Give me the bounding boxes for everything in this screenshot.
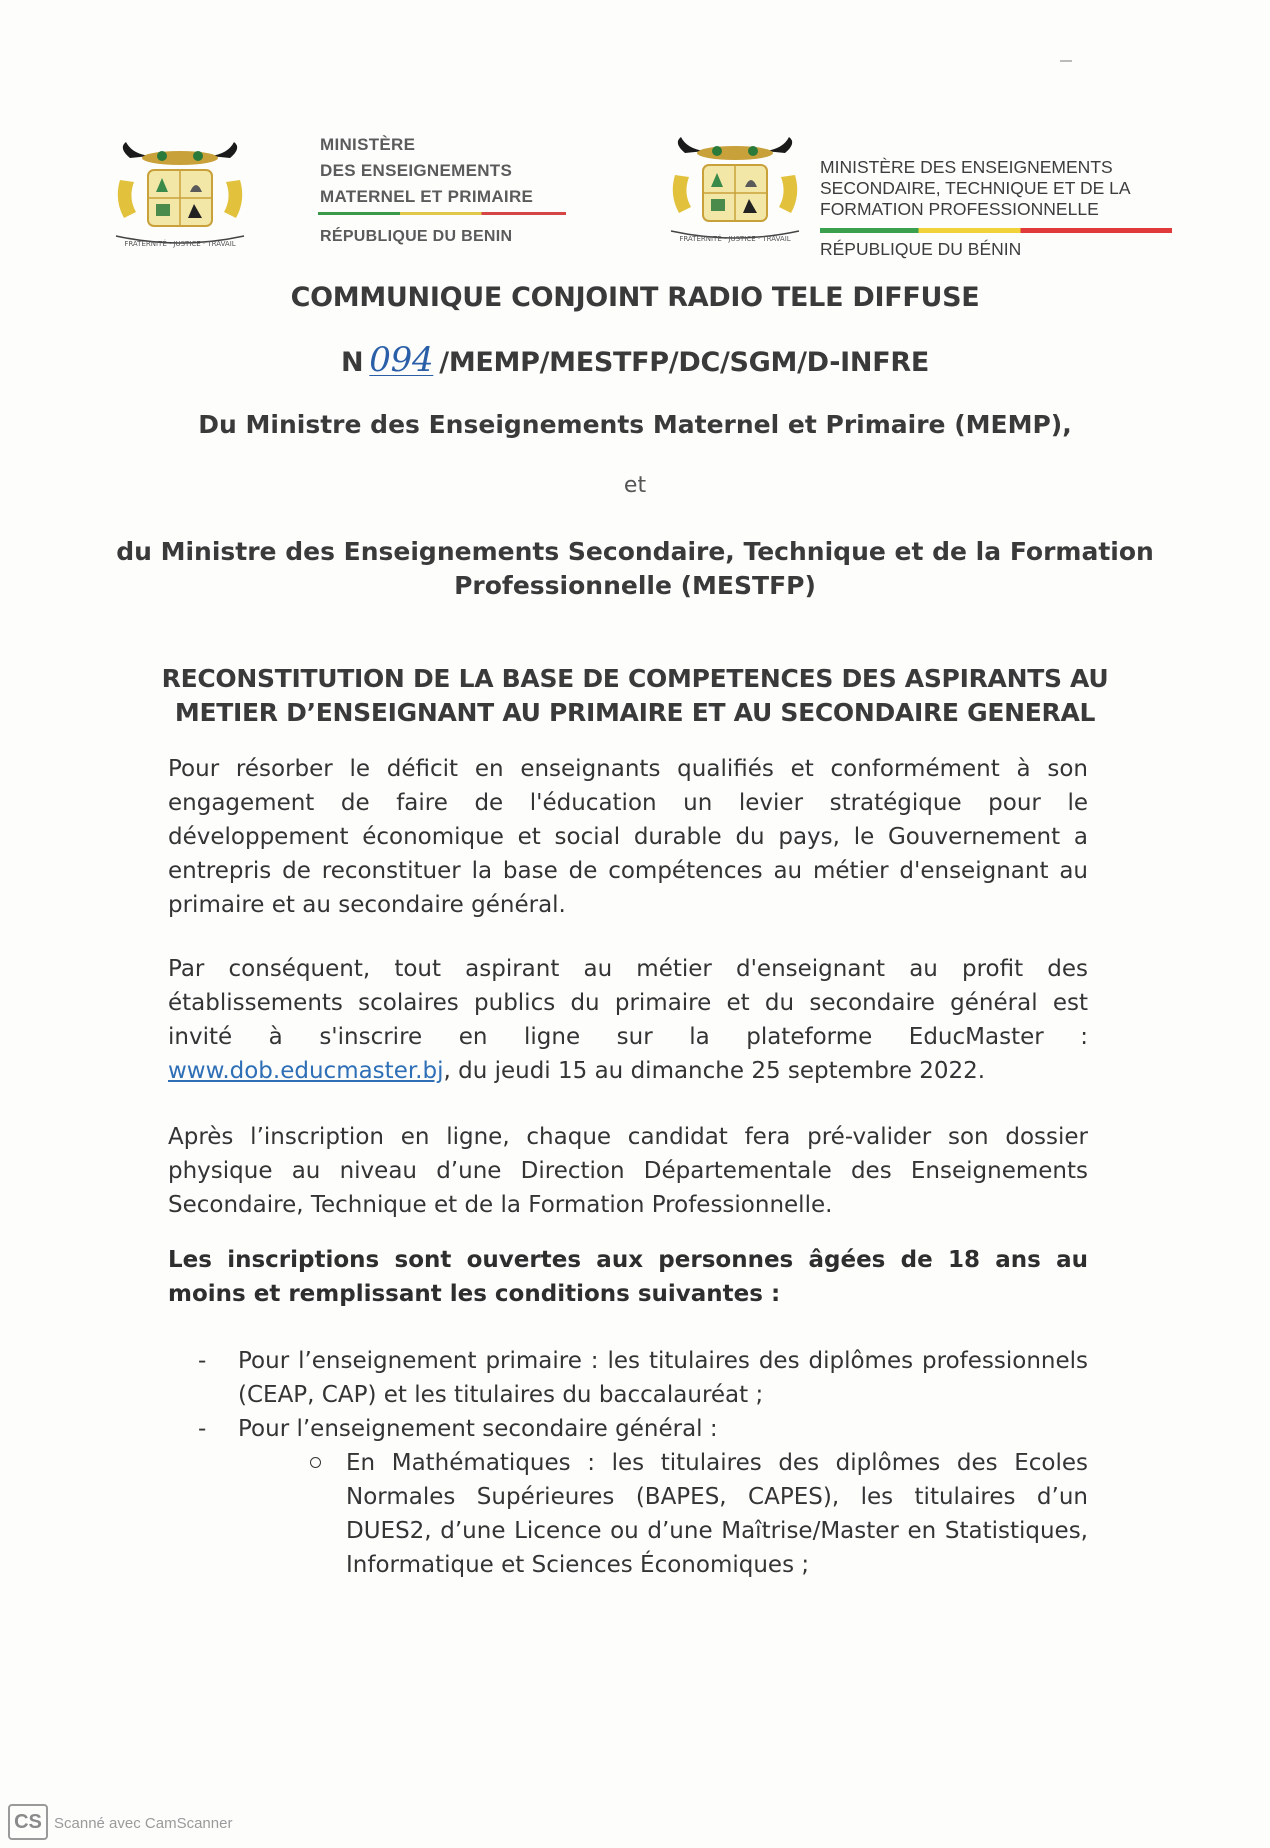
scan-artifact xyxy=(1060,60,1072,62)
communique-title: COMMUNIQUE CONJOINT RADIO TELE DIFFUSE xyxy=(290,282,980,313)
right-ministry-line: SECONDAIRE, TECHNIQUE ET DE LA xyxy=(820,178,1131,198)
registration-dates: , du jeudi 15 au dimanche 25 septembre 2022. xyxy=(443,1058,986,1084)
list-item xyxy=(198,1344,1088,1412)
dash-marker: - xyxy=(198,1416,207,1442)
svg-text:FRATERNITÉ · JUSTICE · TRAVAIL: FRATERNITÉ · JUSTICE · TRAVAIL xyxy=(124,240,236,248)
left-ministry-block xyxy=(320,132,570,250)
right-ministry-line: FORMATION PROFESSIONNELLE xyxy=(820,199,1099,219)
coat-of-arms-left-icon xyxy=(110,140,250,260)
subject-heading xyxy=(0,662,1270,730)
from-mestfp-line2: Professionnelle (MESTFP) xyxy=(454,571,816,600)
right-ministry-line: MINISTÈRE DES ENSEIGNEMENTS xyxy=(820,157,1113,177)
left-ministry-line: DES ENSEIGNEMENTS xyxy=(320,161,513,180)
subject-line2: METIER D’ENSEIGNANT AU PRIMAIRE ET AU SECONDAIRE GENERAL xyxy=(174,698,1096,727)
paragraph-intro: Pour résorber le déficit en enseignants qualifiés et conformément à son engagement de faire de l'éducation un levier stratégique pour le développement économique et social durable du pays, le Gouvernement a entrepris de reconstituer la base de compétences au métier d'enseignant au primaire et au secondaire général. xyxy=(168,756,1088,918)
reference-handwritten-number: 094 xyxy=(369,340,434,380)
subject-line1: RECONSTITUTION DE LA BASE DE COMPETENCES DES ASPIRANTS AU xyxy=(161,664,1109,693)
right-republic: RÉPUBLIQUE DU BÉNIN xyxy=(820,239,1022,259)
camscanner-watermark: Scanné avec CamScanner xyxy=(54,1815,233,1832)
registration-text: Par conséquent, tout aspirant au métier d'enseignant au profit des établissements scolaires publics du primaire et du secondaire général est invité à s'inscrire en ligne sur la plateforme EducMaster : xyxy=(168,956,1088,1050)
left-republic: RÉPUBLIQUE DU BENIN xyxy=(320,228,513,245)
conditions-list xyxy=(198,1344,1088,1582)
left-ministry-line: MINISTÈRE xyxy=(320,135,416,154)
right-flag-divider xyxy=(820,228,1172,233)
list-item xyxy=(198,1412,1088,1446)
paragraph-validation: Après l’inscription en ligne, chaque candidat fera pré-valider son dossier physique au niveau d’une Direction Départementale des Enseignements Secondaire, Technique et de la Formation Professionnelle. xyxy=(168,1124,1088,1218)
from-mestfp-line1: du Ministre des Enseignements Secondaire, Technique et de la Formation xyxy=(116,537,1154,566)
sub-list-item-text: En Mathématiques : les titulaires des diplômes des Ecoles Normales Supérieures (BAPES, CAPES), les titulaires d’un DUES2, d’une Licence ou d’une Maîtrise/Master en Statistiques, Informatique et Sciences Économiques ; xyxy=(346,1450,1088,1578)
paragraph-registration xyxy=(168,952,1088,1088)
from-mestfp xyxy=(0,535,1270,603)
dash-marker: - xyxy=(198,1348,207,1374)
reference-prefix: N xyxy=(340,347,364,378)
left-flag-divider xyxy=(318,212,566,215)
coat-of-arms-right-icon xyxy=(665,135,805,255)
right-ministry-block xyxy=(820,157,1180,259)
list-item-text: Pour l’enseignement secondaire général : xyxy=(238,1416,718,1442)
educmaster-link[interactable]: www.dob.educmaster.bj xyxy=(168,1058,444,1084)
camscanner-logo-icon: CS xyxy=(8,1804,48,1840)
list-item-text: Pour l’enseignement primaire : les titulaires des diplômes professionnels (CEAP, CAP) et les titulaires du baccalauréat ; xyxy=(238,1348,1088,1408)
conjunction-et: et xyxy=(623,473,647,498)
from-memp: Du Ministre des Enseignements Maternel et Primaire (MEMP), xyxy=(198,410,1072,439)
reference-number xyxy=(0,340,1270,380)
svg-text:FRATERNITÉ · JUSTICE · TRAVAIL: FRATERNITÉ · JUSTICE · TRAVAIL xyxy=(679,235,791,243)
sub-conditions-list xyxy=(198,1446,1088,1582)
circle-bullet-icon xyxy=(310,1457,321,1468)
left-ministry-line: MATERNEL ET PRIMAIRE xyxy=(320,187,534,206)
sub-list-item xyxy=(310,1446,1088,1582)
paragraph-conditions-heading: Les inscriptions sont ouvertes aux personnes âgées de 18 ans au moins et remplissant les conditions suivantes : xyxy=(168,1247,1088,1307)
reference-suffix: /MEMP/MESTFP/DC/SGM/D-INFRE xyxy=(439,347,930,378)
